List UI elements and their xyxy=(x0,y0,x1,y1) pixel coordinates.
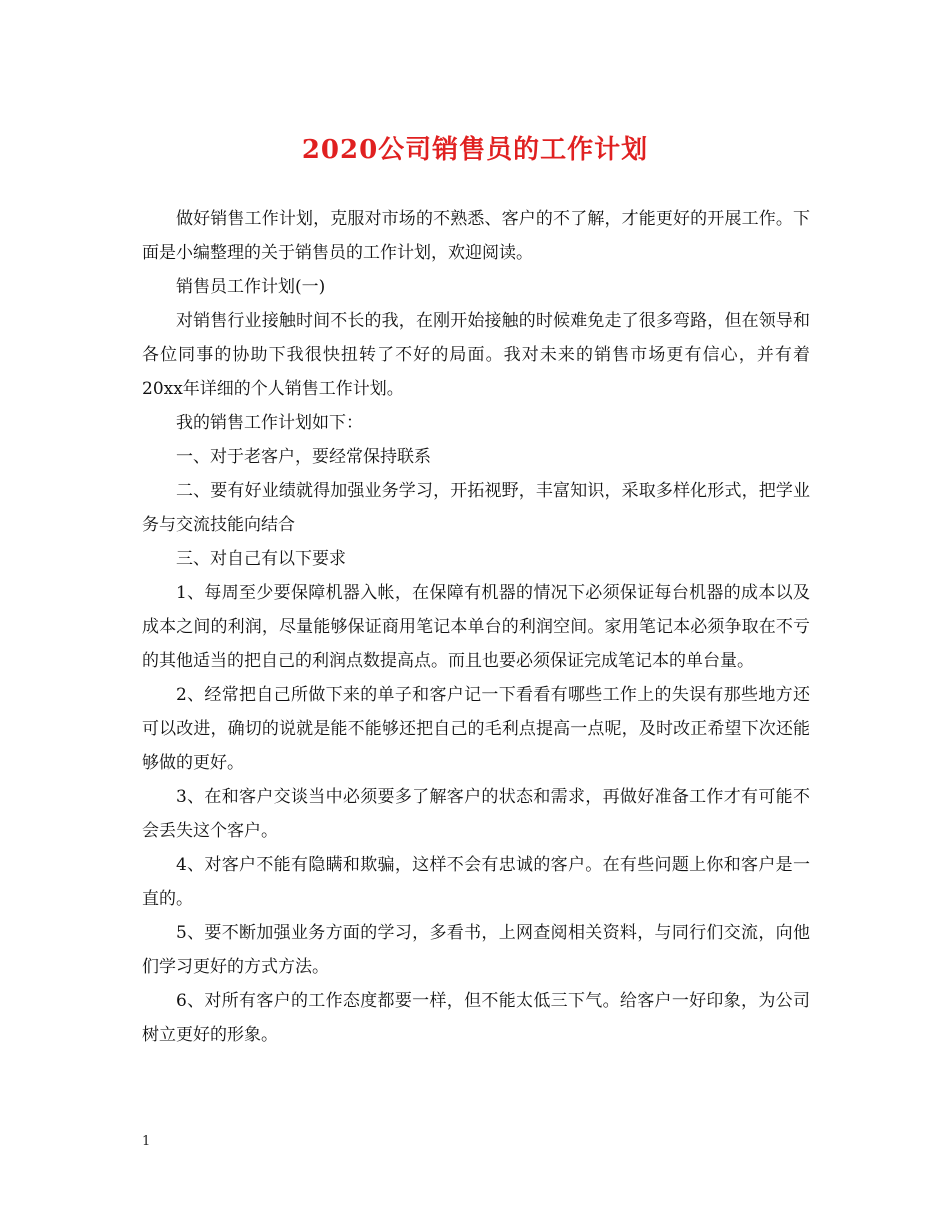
requirement-2: 2、经常把自己所做下来的单子和客户记一下看看有哪些工作上的失误有那些地方还可以改进，确切的说就是能不能够还把自己的毛利点提高一点呢，及时改正希望下次还能够做的更好。 xyxy=(142,685,810,773)
plan-intro: 我的销售工作计划如下： xyxy=(176,413,363,433)
requirement-3: 3、在和客户交谈当中必须要多了解客户的状态和需求，再做好准备工作才有可能不会丢失这个客户。 xyxy=(142,787,810,841)
body-paragraph: 对销售行业接触时间不长的我，在刚开始接触的时候难免走了很多弯路，但在领导和各位同事的协助下我很快扭转了不好的局面。我对未来的销售市场更有信心，并有着20xx年详细的个人销售工作计划。 xyxy=(142,311,810,399)
requirement-1: 1、每周至少要保障机器入帐，在保障有机器的情况下必须保证每台机器的成本以及成本之间的利润，尽量能够保证商用笔记本单台的利润空间。家用笔记本必须争取在不亏的其他适当的把自己的利润点数提高点。而且也要必须保证完成笔记本的单台量。 xyxy=(142,583,810,671)
requirement-5: 5、要不断加强业务方面的学习，多看书，上网查阅相关资料，与同行们交流，向他们学习更好的方式方法。 xyxy=(142,923,810,977)
requirement-4: 4、对客户不能有隐瞒和欺骗，这样不会有忠诚的客户。在有些问题上你和客户是一直的。 xyxy=(142,855,810,909)
intro-paragraph: 做好销售工作计划，克服对市场的不熟悉、客户的不了解，才能更好的开展工作。下面是小编整理的关于销售员的工作计划，欢迎阅读。 xyxy=(142,209,810,263)
document-body xyxy=(142,202,810,1052)
document-title: 2020公司销售员的工作计划 xyxy=(301,135,649,165)
plan-item-3: 三、对自己有以下要求 xyxy=(176,549,346,569)
requirement-6: 6、对所有客户的工作态度都要一样，但不能太低三下气。给客户一好印象，为公司树立更好的形象。 xyxy=(142,991,810,1045)
plan-item-1: 一、对于老客户，要经常保持联系 xyxy=(176,447,431,467)
page-number: 1 xyxy=(142,1134,151,1149)
section-heading: 销售员工作计划(一) xyxy=(176,277,326,297)
plan-item-2: 二、要有好业绩就得加强业务学习，开拓视野，丰富知识，采取多样化形式，把学业务与交流技能向结合 xyxy=(142,481,810,535)
